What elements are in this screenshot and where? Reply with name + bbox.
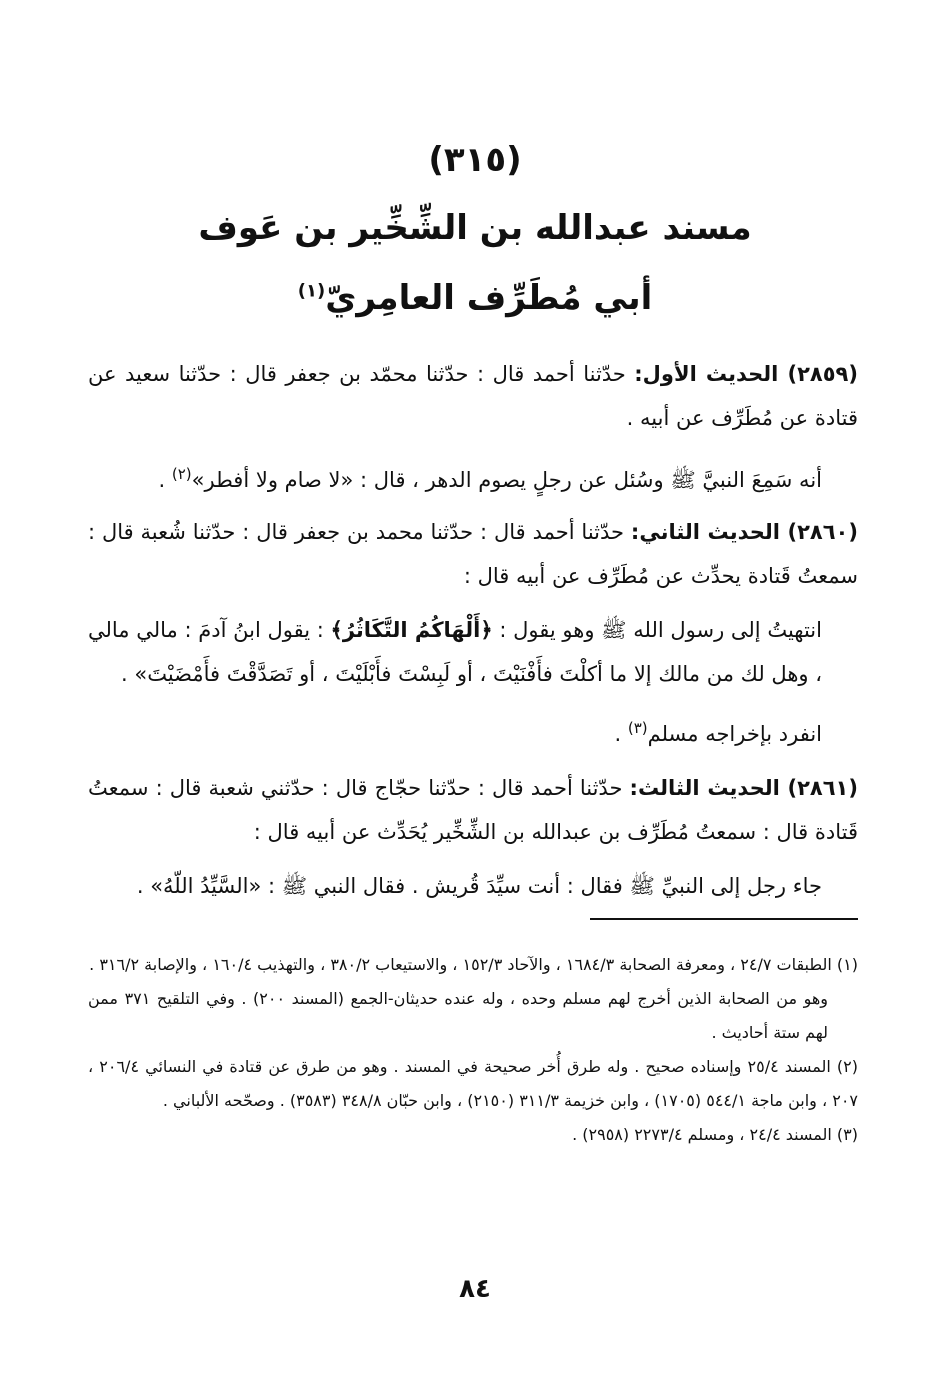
quran-verse: ﴿أَلْهَاكُمُ التَّكَاثُرُ﴾ [330,618,493,642]
chapter-title-line-1: مسند عبدالله بن الشِّخِّير بن عَوف [198,208,752,248]
hadith-1-matn-end: . [158,468,172,492]
footnote-ref-3: (٣) [627,719,648,737]
hadith-2-matn-before: انتهيتُ إلى رسول الله ﷺ وهو يقول : [492,618,822,642]
footnote-3: (٣) المسند ٢٤/٤ ، ومسلم ٢٢٧٣/٤ (٢٩٥٨) . [572,1125,858,1144]
hadith-2-note [88,706,858,756]
chapter-number: (٣١٥) [428,140,522,180]
chapter-title-text: أبي مُطَرِّف العامِريّ [325,278,653,318]
hadith-1-matn [88,452,858,502]
hadith-2-matn-after: : يقول ابنُ آدمَ : مالي مالي ، وهل لك من مالك إلا ما أكلْتَ فأَفْنَيْتَ ، أو لَبِسْتَ فأَبْلَيْتَ ، أو تَصَدَّقْتَ فأَمْضَيْتَ» . [88,618,822,686]
hadith-3-isnad [88,766,858,854]
hadith-1-isnad-text: حدّثنا أحمد قال : حدّثنا محمّد بن جعفر قال : حدّثنا سعيد عن قتادة عن مُطَرِّف عن أبيه . [88,362,858,430]
footnote-2: (٢) المسند ٢٥/٤ وإسناده صحيح . وله طرق أُخر صحيحة في المسند . وهو من طرق عن قتادة في النسائي ٢٠٦/٤ ، ٢٠٧ ، وابن ماجة ٥٤٤/١ (١٧٠٥) ، وابن خزيمة ٣١١/٣ (٢١٥٠) ، وابن حبّان ٣٤٨/٨ (٣٥٨٣) . وصحّحه الألباني . [88,1057,859,1110]
footnotes [88,948,858,1152]
hadith-3-isnad-text: حدّثنا أحمد قال : حدّثنا حجّاج قال : حدّثني شعبة قال : سمعتُ قَتادة قال : سمعتُ مُطَرِّف بن عبدالله بن الشِّخِّير يُحَدِّث عن أبيه قال : [88,776,858,844]
chapter-title-line-2 [0,278,950,318]
hadith-1-isnad [88,352,858,440]
hadith-3-label: (٢٨٦١) الحديث الثالث: [629,776,858,800]
footnote-ref-1: (١) [297,280,326,302]
hadith-2-note-text: انفرد بإخراجه مسلم [647,722,822,746]
hadith-1-label: (٢٨٥٩) الحديث الأول: [634,362,858,386]
hadith-2-note-end: . [614,722,628,746]
page-number: ٨٤ [459,1274,491,1304]
hadith-2-label: (٢٨٦٠) الحديث الثاني: [630,520,858,544]
hadith-3-matn-text: جاء رجل إلى النبيِّ ﷺ فقال : أنت سيِّدَ قُريش . فقال النبي ﷺ : «السَّيِّدُ اللّهُ» . [136,874,822,898]
footnote-ref-2: (٢) [171,465,192,483]
hadith-2-matn [88,608,858,696]
footnote-1: (١) الطبقات ٢٤/٧ ، ومعرفة الصحابة ١٦٨٤/٣ ، والآحاد ١٥٢/٣ ، والاستيعاب ٣٨٠/٢ ، والتهذيب ١٦٠/٤ ، والإصابة ٣١٦/٢ . [89,955,858,974]
footnote-divider [590,918,858,920]
hadith-1-matn-text: أنه سَمِعَ النبيَّ ﷺ وسُئل عن رجلٍ يصوم الدهر ، قال : «لا صام ولا أفطر» [191,468,822,492]
hadith-2-isnad-text: حدّثنا أحمد قال : حدّثنا محمد بن جعفر قال : حدّثنا شُعبة قال : سمعتُ قَتادة يحدِّث عن مُطَرِّف عن أبيه قال : [88,520,858,588]
hadith-2-isnad [88,510,858,598]
footnote-1-note: وهو من الصحابة الذين أخرج لهم مسلم وحده ، وله عنده حديثان-الجمع (المسند ٢٠٠) . وفي التلقيح ٣٧١ ممن لهم ستة أحاديث . [88,989,829,1042]
hadith-3-matn [88,864,858,908]
